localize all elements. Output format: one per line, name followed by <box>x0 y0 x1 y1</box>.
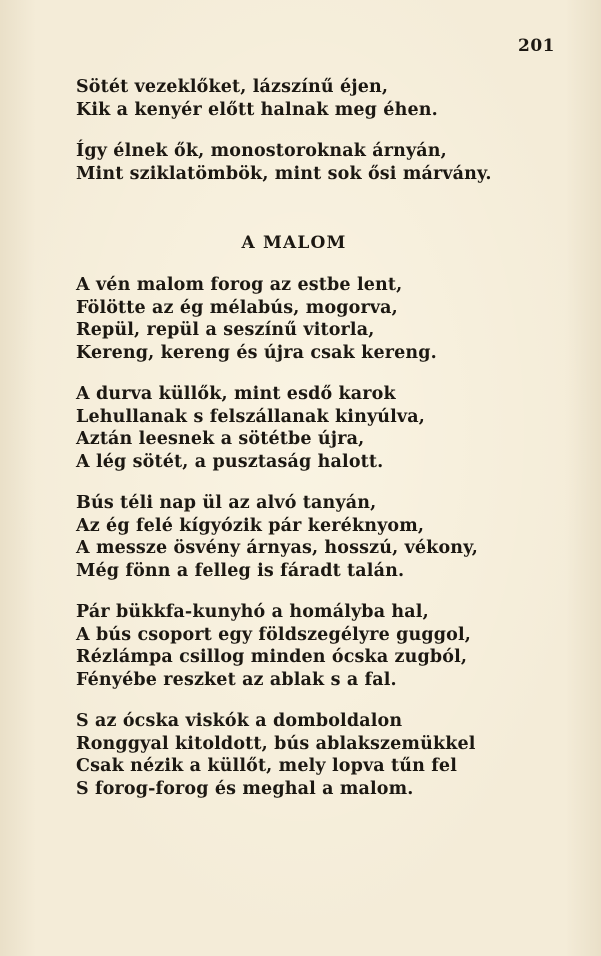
verse-line: Sötét vezeklőket, lázszínű éjen, <box>76 77 389 97</box>
intro-stanza-2 <box>76 140 546 185</box>
verse-line: Pár bükkfa-kunyhó a homályba hal, <box>76 602 429 622</box>
verse-line: Így élnek ők, monostoroknak árnyán, <box>76 141 447 161</box>
verse-line: A durva küllők, mint esdő karok <box>76 384 396 404</box>
poem-title: A MALOM <box>241 233 347 253</box>
verse-line: Repül, repül a seszínű vitorla, <box>76 320 375 340</box>
verse-line: A lég sötét, a pusztaság halott. <box>76 451 384 472</box>
verse-line: Mint sziklatömbök, mint sok ősi márvány. <box>76 163 492 184</box>
intro-stanza-1 <box>76 76 546 121</box>
verse-line: Fölötte az ég mélabús, mogorva, <box>76 297 398 318</box>
verse-line: Lehullanak s felszállanak kinyúlva, <box>76 406 425 427</box>
verse-line: A bús csoport egy földszegélyre guggol, <box>76 624 472 645</box>
verse-line: S forog-forog és meghal a malom. <box>76 778 414 799</box>
verse-line: Az ég felé kígyózik pár keréknyom, <box>76 515 425 536</box>
verse-line: Aztán leesnek a sötétbe újra, <box>76 429 365 449</box>
poem-stanza-5 <box>76 710 546 800</box>
verse-line: Ronggyal kitoldott, bús ablakszemükkel <box>76 733 476 754</box>
poem-stanza-2 <box>76 383 546 473</box>
verse-line: Rézlámpa csillog minden ócska zugból, <box>76 647 468 667</box>
poem-stanza-3 <box>76 492 546 582</box>
poem-stanza-1 <box>76 274 546 364</box>
page-text <box>76 76 546 819</box>
verse-line: Bús téli nap ül az alvó tanyán, <box>76 493 377 513</box>
verse-line: A messze ösvény árnyas, hosszú, vékony, <box>76 538 479 558</box>
poem-stanza-4 <box>76 601 546 691</box>
verse-line: Fényébe reszket az ablak s a fal. <box>76 669 397 690</box>
verse-line: Csak nézik a küllőt, mely lopva tűn fel <box>76 756 458 776</box>
verse-line: S az ócska viskók a domboldalon <box>76 711 403 731</box>
verse-line: Kik a kenyér előtt halnak meg éhen. <box>76 99 438 120</box>
verse-line: Kereng, kereng és újra csak kereng. <box>76 342 437 363</box>
page-number: 201 <box>518 36 555 56</box>
verse-line: A vén malom forog az estbe lent, <box>76 275 403 295</box>
verse-line: Még fönn a felleg is fáradt talán. <box>76 560 405 581</box>
